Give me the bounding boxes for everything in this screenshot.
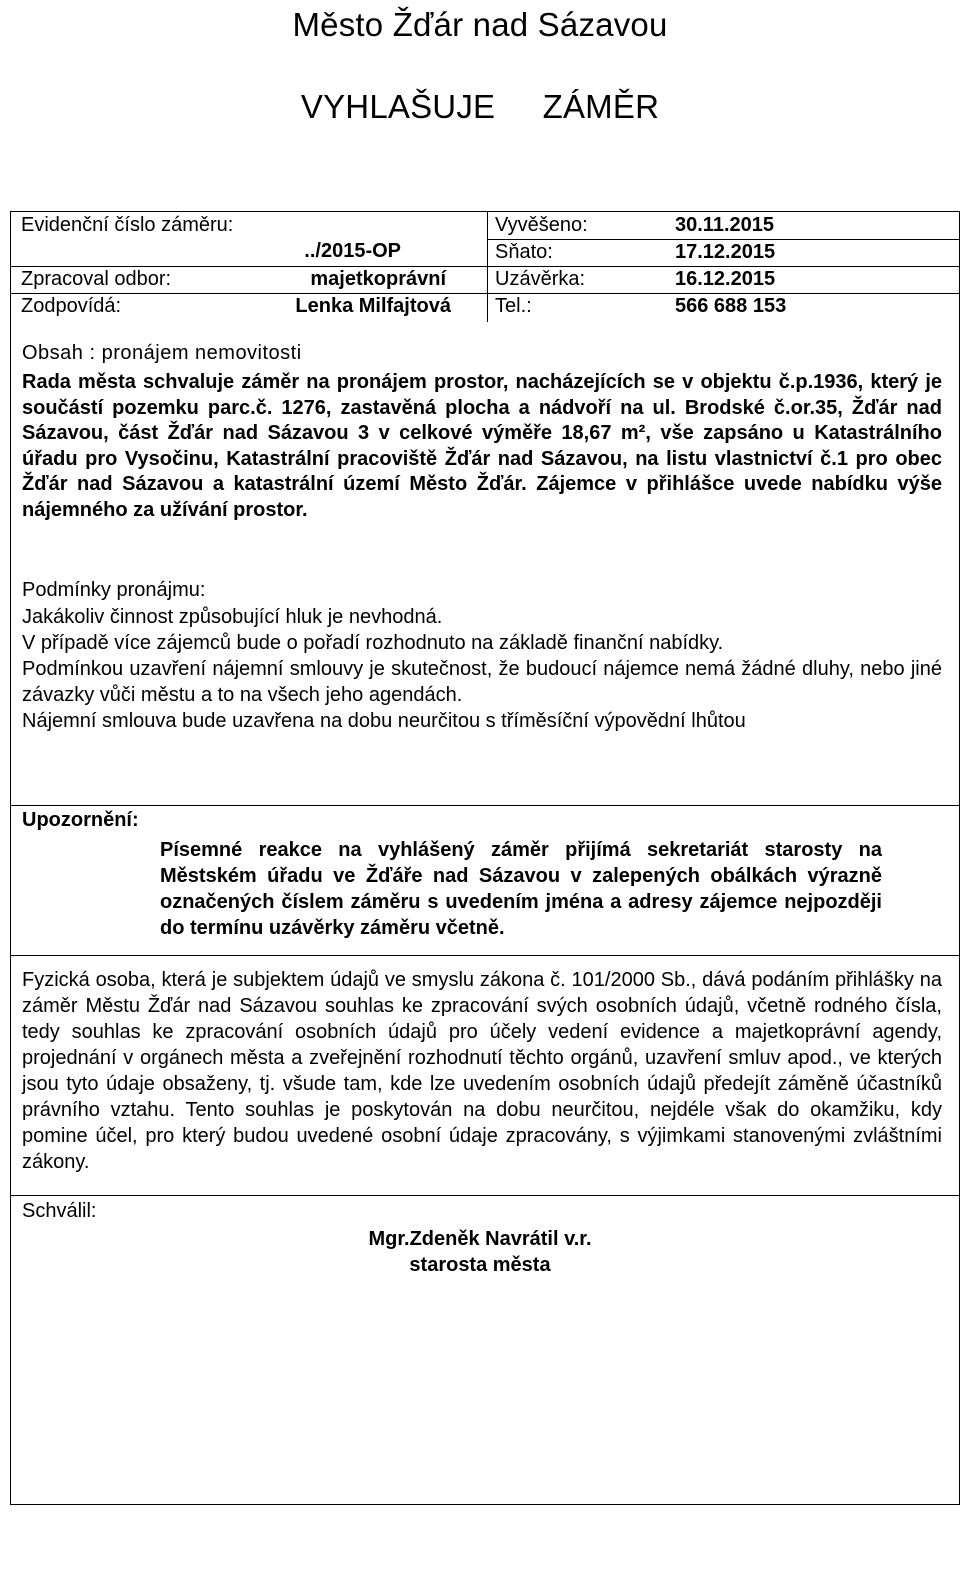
evid-label: Evidenční číslo záměru: bbox=[21, 214, 234, 236]
evid-value: ../2015-OP bbox=[304, 240, 401, 262]
notice-text: Písemné reakce na vyhlášený záměr přijímá sekretariát starosty na Městském úřadu ve Žďáře nad Sázavou v zalepených obálkách výrazně označených číslem záměru s uvedením jména a adresy zájemce nejpozději do termínu uzávěrky záměru včetně. bbox=[160, 839, 882, 939]
column-divider bbox=[487, 212, 488, 322]
section-divider bbox=[10, 955, 960, 956]
conditions-heading: Podmínky pronájmu: bbox=[22, 579, 206, 601]
resolution-text: Rada města schvaluje záměr na pronájem prostor, nacházejících se v objektu č.p.1936, který je součástí pozemku parc.č. 1276, zastavěná plocha a nádvoří na ul. Brodské č.or.35, Žďár nad Sázavou, část Žďár nad Sázavou 3 v celkové výměře 18,67 m², vše zapsáno u Katastrálního úřadu pro Vysočinu, Katastrální pracoviště Žďár nad Sázavou, na listu vlastnictví č.1 pro obec Žďár nad Sázavou a katastrální území Město Žďár. Zájemce v přihlášce uvede nabídku výše nájemného za užívání prostor. bbox=[22, 371, 942, 521]
page-title-city: Město Žďár nad Sázavou bbox=[292, 6, 668, 43]
section-divider bbox=[10, 1195, 960, 1196]
notice-label: Upozornění: bbox=[22, 809, 139, 831]
resp-value: Lenka Milfajtová bbox=[295, 295, 451, 317]
deadline-label: Uzávěrka: bbox=[495, 268, 586, 290]
subject-line: Obsah : pronájem nemovitosti bbox=[22, 342, 302, 364]
deadline-value: 16.12.2015 bbox=[675, 268, 776, 290]
removed-value: 17.12.2015 bbox=[675, 241, 776, 263]
page-title-announcement: VYHLAŠUJE ZÁMĚR bbox=[300, 88, 660, 125]
condition-item: Nájemní smlouva bude uzavřena na dobu neurčitou s tříměsíční výpovědní lhůtou bbox=[22, 710, 746, 732]
privacy-text: Fyzická osoba, která je subjektem údajů ve smyslu zákona č. 101/2000 Sb., dává podáním přihlášky na záměr Městu Žďár nad Sázavou souhlas ke zpracování svých osobních údajů, včetně rodného čísla, tedy souhlas ke zpracování osobních údajů pro účely vedení evidence a majetkoprávní agendy, projednání v orgánech města a zveřejnění rozhodnutí těchto orgánů, uzavření smluv apod., ve kterých jsou tyto údaje obsaženy, tj. všude tam, kde lze uvedením osobních údajů předejít záměně účastníků právního vztahu. Tento souhlas je poskytován na dobu neurčitou, nejdéle však do okamžiku, kdy pomine účel, pro který budou uvedené osobní údaje zpracovány, s výjimkami stanovenými zvláštními zákony. bbox=[22, 969, 942, 1173]
posted-label: Vyvěšeno: bbox=[495, 214, 588, 236]
approver-role: starosta města bbox=[409, 1254, 551, 1276]
posted-value: 30.11.2015 bbox=[675, 214, 774, 236]
dept-value: majetkoprávní bbox=[310, 268, 446, 290]
condition-item: Jakákoliv činnost způsobující hluk je nevhodná. bbox=[22, 606, 443, 628]
tel-value: 566 688 153 bbox=[675, 295, 787, 317]
condition-item: V případě více zájemců bude o pořadí rozhodnuto na základě finanční nabídky. bbox=[22, 632, 724, 654]
resp-label: Zodpovídá: bbox=[21, 295, 122, 317]
section-divider bbox=[10, 805, 960, 806]
removed-label: Sňato: bbox=[495, 241, 553, 263]
condition-item: Podmínkou uzavření nájemní smlouvy je skutečnost, že budoucí nájemce nemá žádné dluhy, nebo jiné závazky vůči městu a to na všech jeho agendách. bbox=[22, 658, 942, 706]
approver-name: Mgr.Zdeněk Navrátil v.r. bbox=[368, 1228, 592, 1250]
header-table bbox=[10, 211, 960, 322]
dept-label: Zpracoval odbor: bbox=[21, 268, 172, 290]
approval-label: Schválil: bbox=[22, 1200, 97, 1222]
row-divider bbox=[11, 293, 959, 294]
tel-label: Tel.: bbox=[495, 295, 532, 317]
